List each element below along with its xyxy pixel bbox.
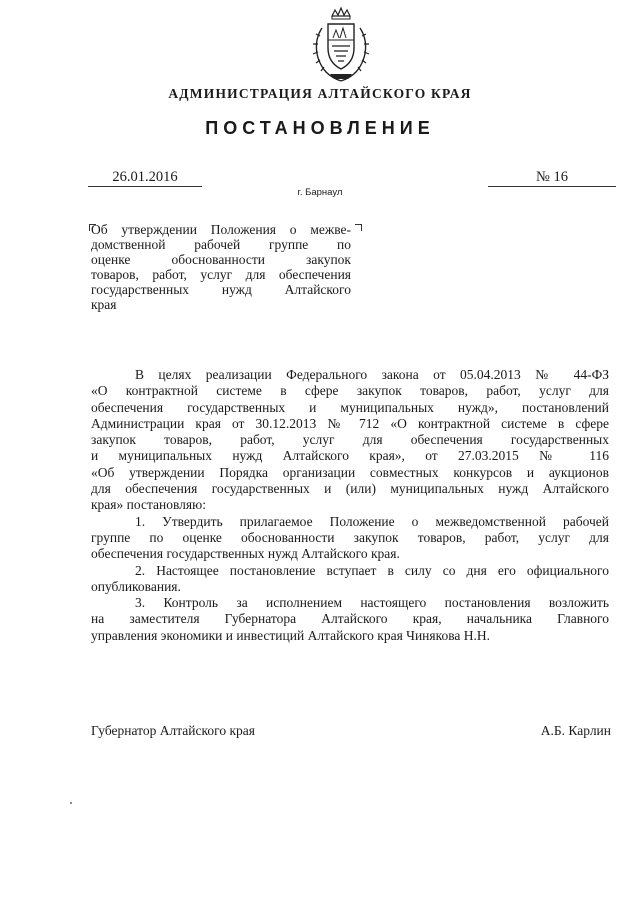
body-line: 3. Контроль за исполнением настоящего постановления возложить <box>135 595 609 611</box>
subject-line: домственной рабочей группе по <box>91 237 351 252</box>
document-type: ПОСТАНОВЛЕНИЕ <box>205 118 435 138</box>
subject-line: товаров, работ, услуг для обеспечения <box>91 267 351 282</box>
body-line: «Об утверждении Порядка организации совместных конкурсов и аукционов <box>91 464 609 480</box>
scan-speck <box>70 802 72 804</box>
coat-of-arms-icon <box>308 6 374 84</box>
subject-corner-right <box>355 224 362 231</box>
document-number: № 16 <box>536 169 568 185</box>
body-line: закупок товаров, работ, услуг для обеспечения государственных <box>91 432 609 448</box>
body-line: управления экономики и инвестиций Алтайского края Чинякова Н.Н. <box>91 627 491 643</box>
document-date: 26.01.2016 <box>112 169 178 185</box>
body-line: «О контрактной системе в сфере закупок товаров, работ, услуг для <box>91 383 609 399</box>
document-body <box>91 367 609 644</box>
body-line: на заместителя Губернатора Алтайского края, начальника Главного <box>91 611 609 627</box>
body-line: опубликования. <box>91 578 181 594</box>
organization-title: АДМИНИСТРАЦИЯ АЛТАЙСКОГО КРАЯ <box>168 86 472 101</box>
subject-line: оценке обоснованности закупок <box>91 252 351 267</box>
body-line: края» постановляю: <box>91 497 206 513</box>
signatory-name: А.Б. Карлин <box>540 723 611 738</box>
body-line: В целях реализации Федерального закона от 05.04.2013 № 44-ФЗ <box>135 367 609 382</box>
subject-line: Об утверждении Положения о межве- <box>91 222 351 237</box>
document-subject <box>91 222 351 312</box>
body-line: 2. Настоящее постановление вступает в силу со дня его официального <box>135 562 609 578</box>
body-line: группе по оценке обоснованности закупок товаров, работ, услуг для <box>91 529 609 545</box>
body-line: Администрации края от 30.12.2013 № 712 «О контрактной системе в сфере <box>91 415 609 431</box>
subject-line: края <box>91 297 117 312</box>
body-line: для обеспечения государственных и (или) муниципальных нужд Алтайского <box>91 481 609 497</box>
subject-line: государственных нужд Алтайского <box>91 282 351 297</box>
body-line: и муниципальных нужд Алтайского края», от 27.03.2015 № 116 <box>91 448 609 464</box>
document-city: г. Барнаул <box>297 187 343 198</box>
body-line: 1. Утвердить прилагаемое Положение о межведомственной рабочей <box>135 513 609 529</box>
body-line: обеспечения государственных нужд Алтайского края. <box>91 546 400 562</box>
body-line: обеспечения государственных и муниципальных нужд», постановлений <box>91 399 609 415</box>
signatory-position: Губернатор Алтайского края <box>91 723 255 738</box>
